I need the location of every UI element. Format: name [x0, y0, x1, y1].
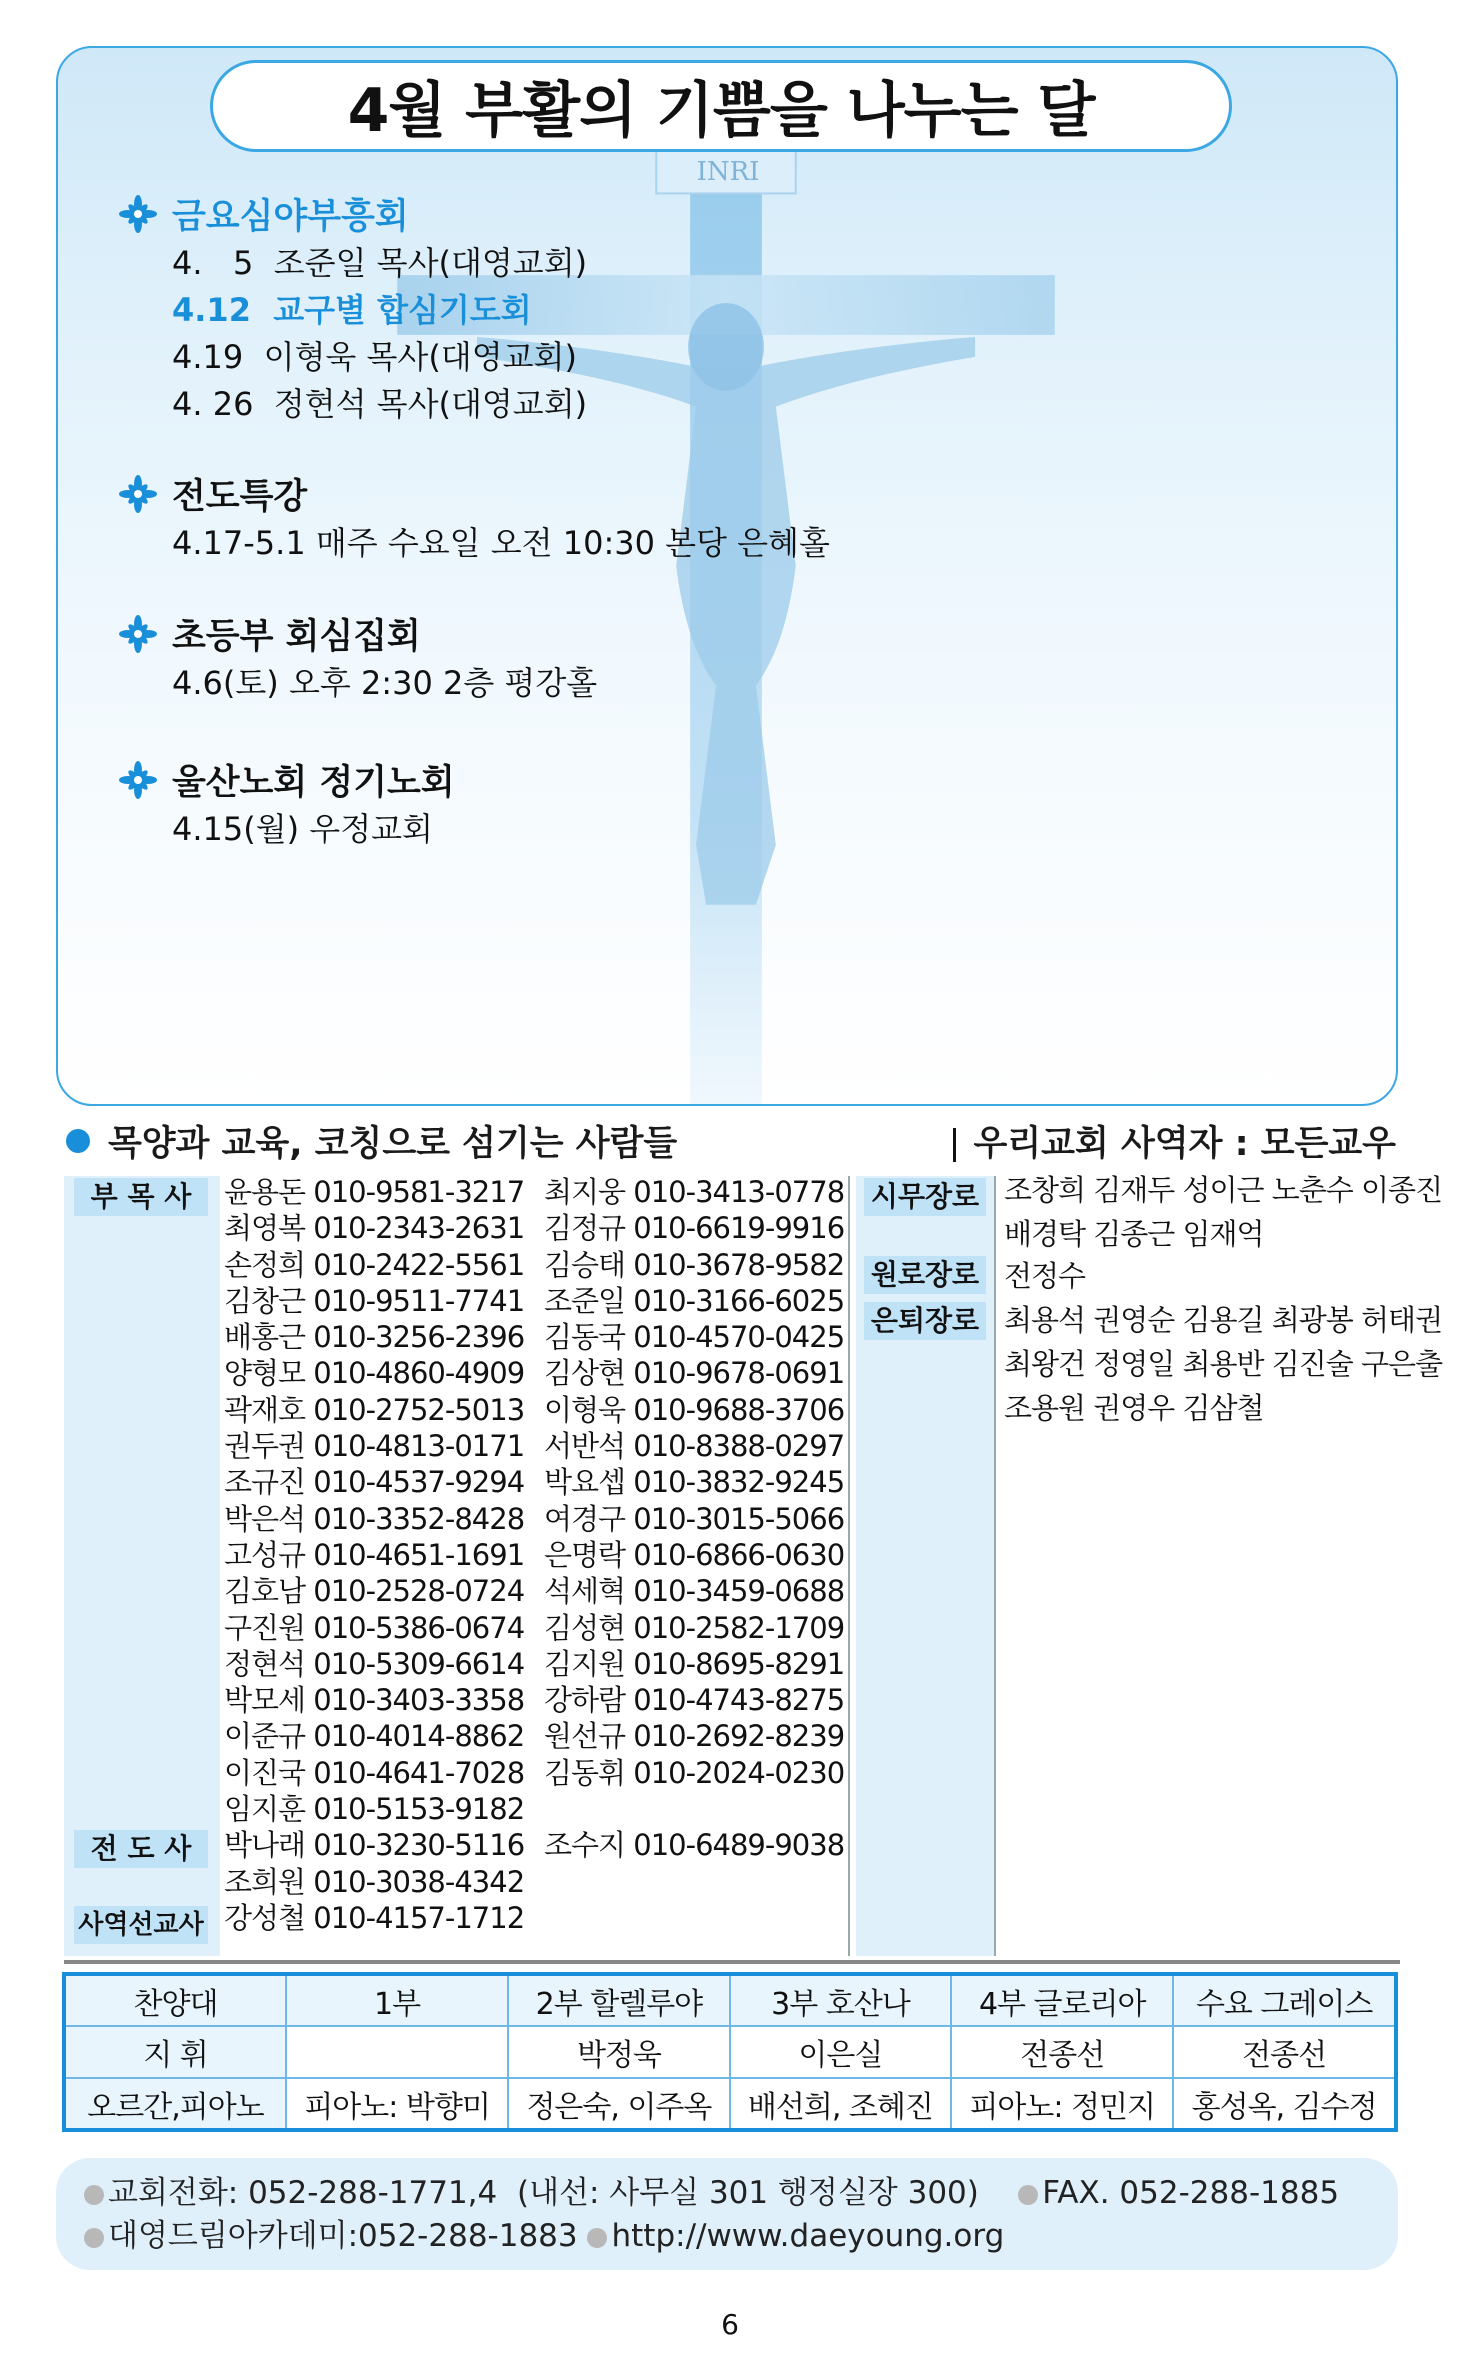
table-cell: 홍성옥, 김수정: [1173, 2078, 1396, 2130]
staff-entry: 김상현 010-9678-0691: [544, 1356, 845, 1391]
bullet-dot-icon: [84, 2228, 104, 2248]
staff-entry: 조준일 010-3166-6025: [544, 1283, 845, 1318]
section-friday-revival: [118, 188, 587, 428]
page-title-pill: [210, 60, 1232, 152]
staff-entry: 은명락 010-6866-0630: [544, 1537, 845, 1572]
staff-entry: 김정규 010-6619-9916: [544, 1211, 845, 1246]
inri-sign: [666, 152, 790, 188]
schedule-line: 4.6(토) 오후 2:30 2층 평강홀: [172, 664, 598, 702]
staff-entry: 고성규 010-4651-1691: [224, 1537, 525, 1572]
table-row: [64, 2026, 1396, 2078]
bullet-dot-icon: [84, 2185, 104, 2205]
staff-entry: 배홍근 010-3256-2396: [224, 1320, 525, 1355]
church-phone: 교회전화: 052-288-1771,4 (내선: 사무실 301 행정실장 300): [108, 2175, 979, 2211]
table-cell: 피아노: 박향미: [286, 2078, 508, 2130]
staff-heading-right: 우리교회 사역자 : 모든교우: [953, 1116, 1396, 1166]
table-cell: 지 휘: [64, 2026, 286, 2078]
staff-entry: 최영복 010-2343-2631: [224, 1211, 525, 1246]
choir-table: [62, 1972, 1398, 2132]
schedule-line: 4. 5 조준일 목사(대영교회): [172, 244, 588, 282]
staff-entry: 원선규 010-2692-8239: [544, 1719, 845, 1754]
table-cell: 박정욱: [508, 2026, 729, 2078]
table-cell: 전종선: [951, 2026, 1173, 2078]
table-cell: 정은숙, 이주옥: [508, 2078, 729, 2130]
bullet-dot-icon: [587, 2228, 607, 2248]
staff-entry: 박나래 010-3230-5116: [224, 1828, 525, 1863]
staff-entry: 이형욱 010-9688-3706: [544, 1392, 845, 1427]
retired-elder-label: 은퇴장로: [864, 1302, 986, 1340]
church-fax: FAX. 052-288-1885: [1042, 2175, 1340, 2211]
table-cell: 2부 할렐루야: [508, 1974, 729, 2026]
page-number: 6: [721, 2308, 739, 2341]
table-cell: 3부 호산나: [730, 1974, 951, 2026]
staff-entry: 여경구 010-3015-5066: [544, 1501, 845, 1536]
table-cell: 오르간,피아노: [64, 2078, 286, 2130]
staff-entry: 손정희 010-2422-5561: [224, 1247, 525, 1282]
table-cell: 4부 글로리아: [951, 1974, 1173, 2026]
asterisk-icon: [118, 474, 158, 514]
staff-entry: 김호남 010-2528-0724: [224, 1574, 525, 1609]
staff-entry: 강성철 010-4157-1712: [224, 1900, 525, 1935]
staff-entry: 김동국 010-4570-0425: [544, 1320, 845, 1355]
divider: [64, 1960, 1400, 1964]
staff-entry: 임지훈 010-5153-9182: [224, 1792, 525, 1827]
staff-entry: 윤용돈 010-9581-3217: [224, 1175, 525, 1209]
table-row: [64, 2078, 1396, 2130]
table-cell: 이은실: [730, 2026, 951, 2078]
academy-phone: 대영드림아카데미:052-288-1883: [108, 2218, 578, 2254]
missionary-label: 사역선교사: [74, 1906, 208, 1944]
active-elder-label: 시무장로: [864, 1178, 986, 1216]
active-elder-list: 조창희 김재두 성이근 노춘수 이종진 배경탁 김종근 임재억: [1004, 1173, 1443, 1251]
table-cell: 수요 그레이스: [1173, 1974, 1396, 2026]
staff-entry: 김승태 010-3678-9582: [544, 1247, 845, 1282]
section-title: 초등부 회심집회: [172, 617, 421, 657]
staff-entry: 김지원 010-8695-8291: [544, 1646, 845, 1681]
retired-elder-list: 최용석 권영순 김용길 최광봉 허태권 최왕건 정영일 최용반 김진술 구은출 조용원 권영우 김삼철: [1004, 1303, 1443, 1425]
bullet-dot-icon: [1018, 2185, 1038, 2205]
table-cell: 피아노: 정민지: [951, 2078, 1173, 2130]
section-title: 전도특강: [172, 477, 308, 517]
schedule-line: 4. 26 정현석 목사(대영교회): [172, 385, 588, 423]
asterisk-icon: [118, 614, 158, 654]
schedule-line: 4.19 이형욱 목사(대영교회): [172, 338, 577, 376]
staff-entry: 김성현 010-2582-1709: [544, 1610, 845, 1645]
staff-entry: 조수지 010-6489-9038: [544, 1828, 845, 1863]
staff-entry: 곽재호 010-2752-5013: [224, 1392, 525, 1427]
schedule-line: 4.17-5.1 매주 수요일 오전 10:30 본당 은혜홀: [172, 524, 830, 562]
staff-entry: 구진원 010-5386-0674: [224, 1610, 525, 1645]
staff-entry: 박모세 010-3403-3358: [224, 1683, 525, 1718]
staff-entry: [544, 1791, 844, 1827]
staff-entry: 김동휘 010-2024-0230: [544, 1755, 845, 1790]
svg-text:INRI: INRI: [696, 157, 760, 187]
staff-entry: 서반석 010-8388-0297: [544, 1429, 845, 1464]
divider: [848, 1176, 850, 1956]
staff-entry: 정현석 010-5309-6614: [224, 1646, 525, 1681]
staff-entry: 김창근 010-9511-7741: [224, 1283, 525, 1318]
page-title: 4월 부활의 기쁨을 나누는 달: [347, 76, 1095, 146]
bullet-dot-icon: [66, 1129, 90, 1153]
event-panel: [56, 46, 1398, 1106]
contact-footer: [56, 2158, 1398, 2270]
staff-list-col2: [544, 1174, 844, 1864]
asterisk-icon: [118, 760, 158, 800]
table-cell: [286, 2026, 508, 2078]
staff-entry: 박은석 010-3352-8428: [224, 1501, 525, 1536]
staff-entry: 석세혁 010-3459-0688: [544, 1574, 845, 1609]
table-header-row: [64, 1974, 1396, 2026]
asterisk-icon: [118, 194, 158, 234]
staff-entry: 조희원 010-3038-4342: [224, 1864, 525, 1899]
schedule-line-highlight: 4.12 교구별 합심기도회: [172, 291, 532, 329]
staff-entry: 이진국 010-4641-7028: [224, 1755, 525, 1790]
table-cell: 전종선: [1173, 2026, 1396, 2078]
section-title: 울산노회 정기노회: [172, 763, 455, 803]
staff-header: [66, 1110, 1396, 1172]
section-elementary: [118, 608, 597, 707]
emeritus-elder-list: 전정수: [1004, 1259, 1086, 1293]
staff-entry: 조규진 010-4537-9294: [224, 1465, 525, 1500]
staff-entry: 최지웅 010-3413-0778: [544, 1175, 845, 1209]
schedule-line: 4.15(월) 우정교회: [172, 810, 433, 848]
evangelist-label: 전 도 사: [74, 1830, 208, 1868]
staff-entry: 권두권 010-4813-0171: [224, 1429, 525, 1464]
table-cell: 배선희, 조혜진: [730, 2078, 951, 2130]
staff-entry: 이준규 010-4014-8862: [224, 1719, 525, 1754]
website-link[interactable]: http://www.daeyoung.org: [611, 2218, 1005, 2254]
section-evangelism: [118, 468, 830, 567]
emeritus-elder-label: 원로장로: [864, 1256, 986, 1294]
staff-list-col1: [224, 1174, 534, 1936]
staff-heading: 목양과 교육, 코칭으로 섬기는 사람들: [108, 1124, 678, 1164]
section-presbytery: [118, 754, 455, 853]
table-cell: 1부: [286, 1974, 508, 2026]
staff-entry: 강하람 010-4743-8275: [544, 1683, 845, 1718]
staff-entry: 양형모 010-4860-4909: [224, 1356, 525, 1391]
staff-entry: 박요셉 010-3832-9245: [544, 1465, 845, 1500]
section-title: 금요심야부흥회: [172, 197, 409, 237]
assoc-pastor-label: 부 목 사: [74, 1178, 208, 1216]
table-cell: 찬양대: [64, 1974, 286, 2026]
